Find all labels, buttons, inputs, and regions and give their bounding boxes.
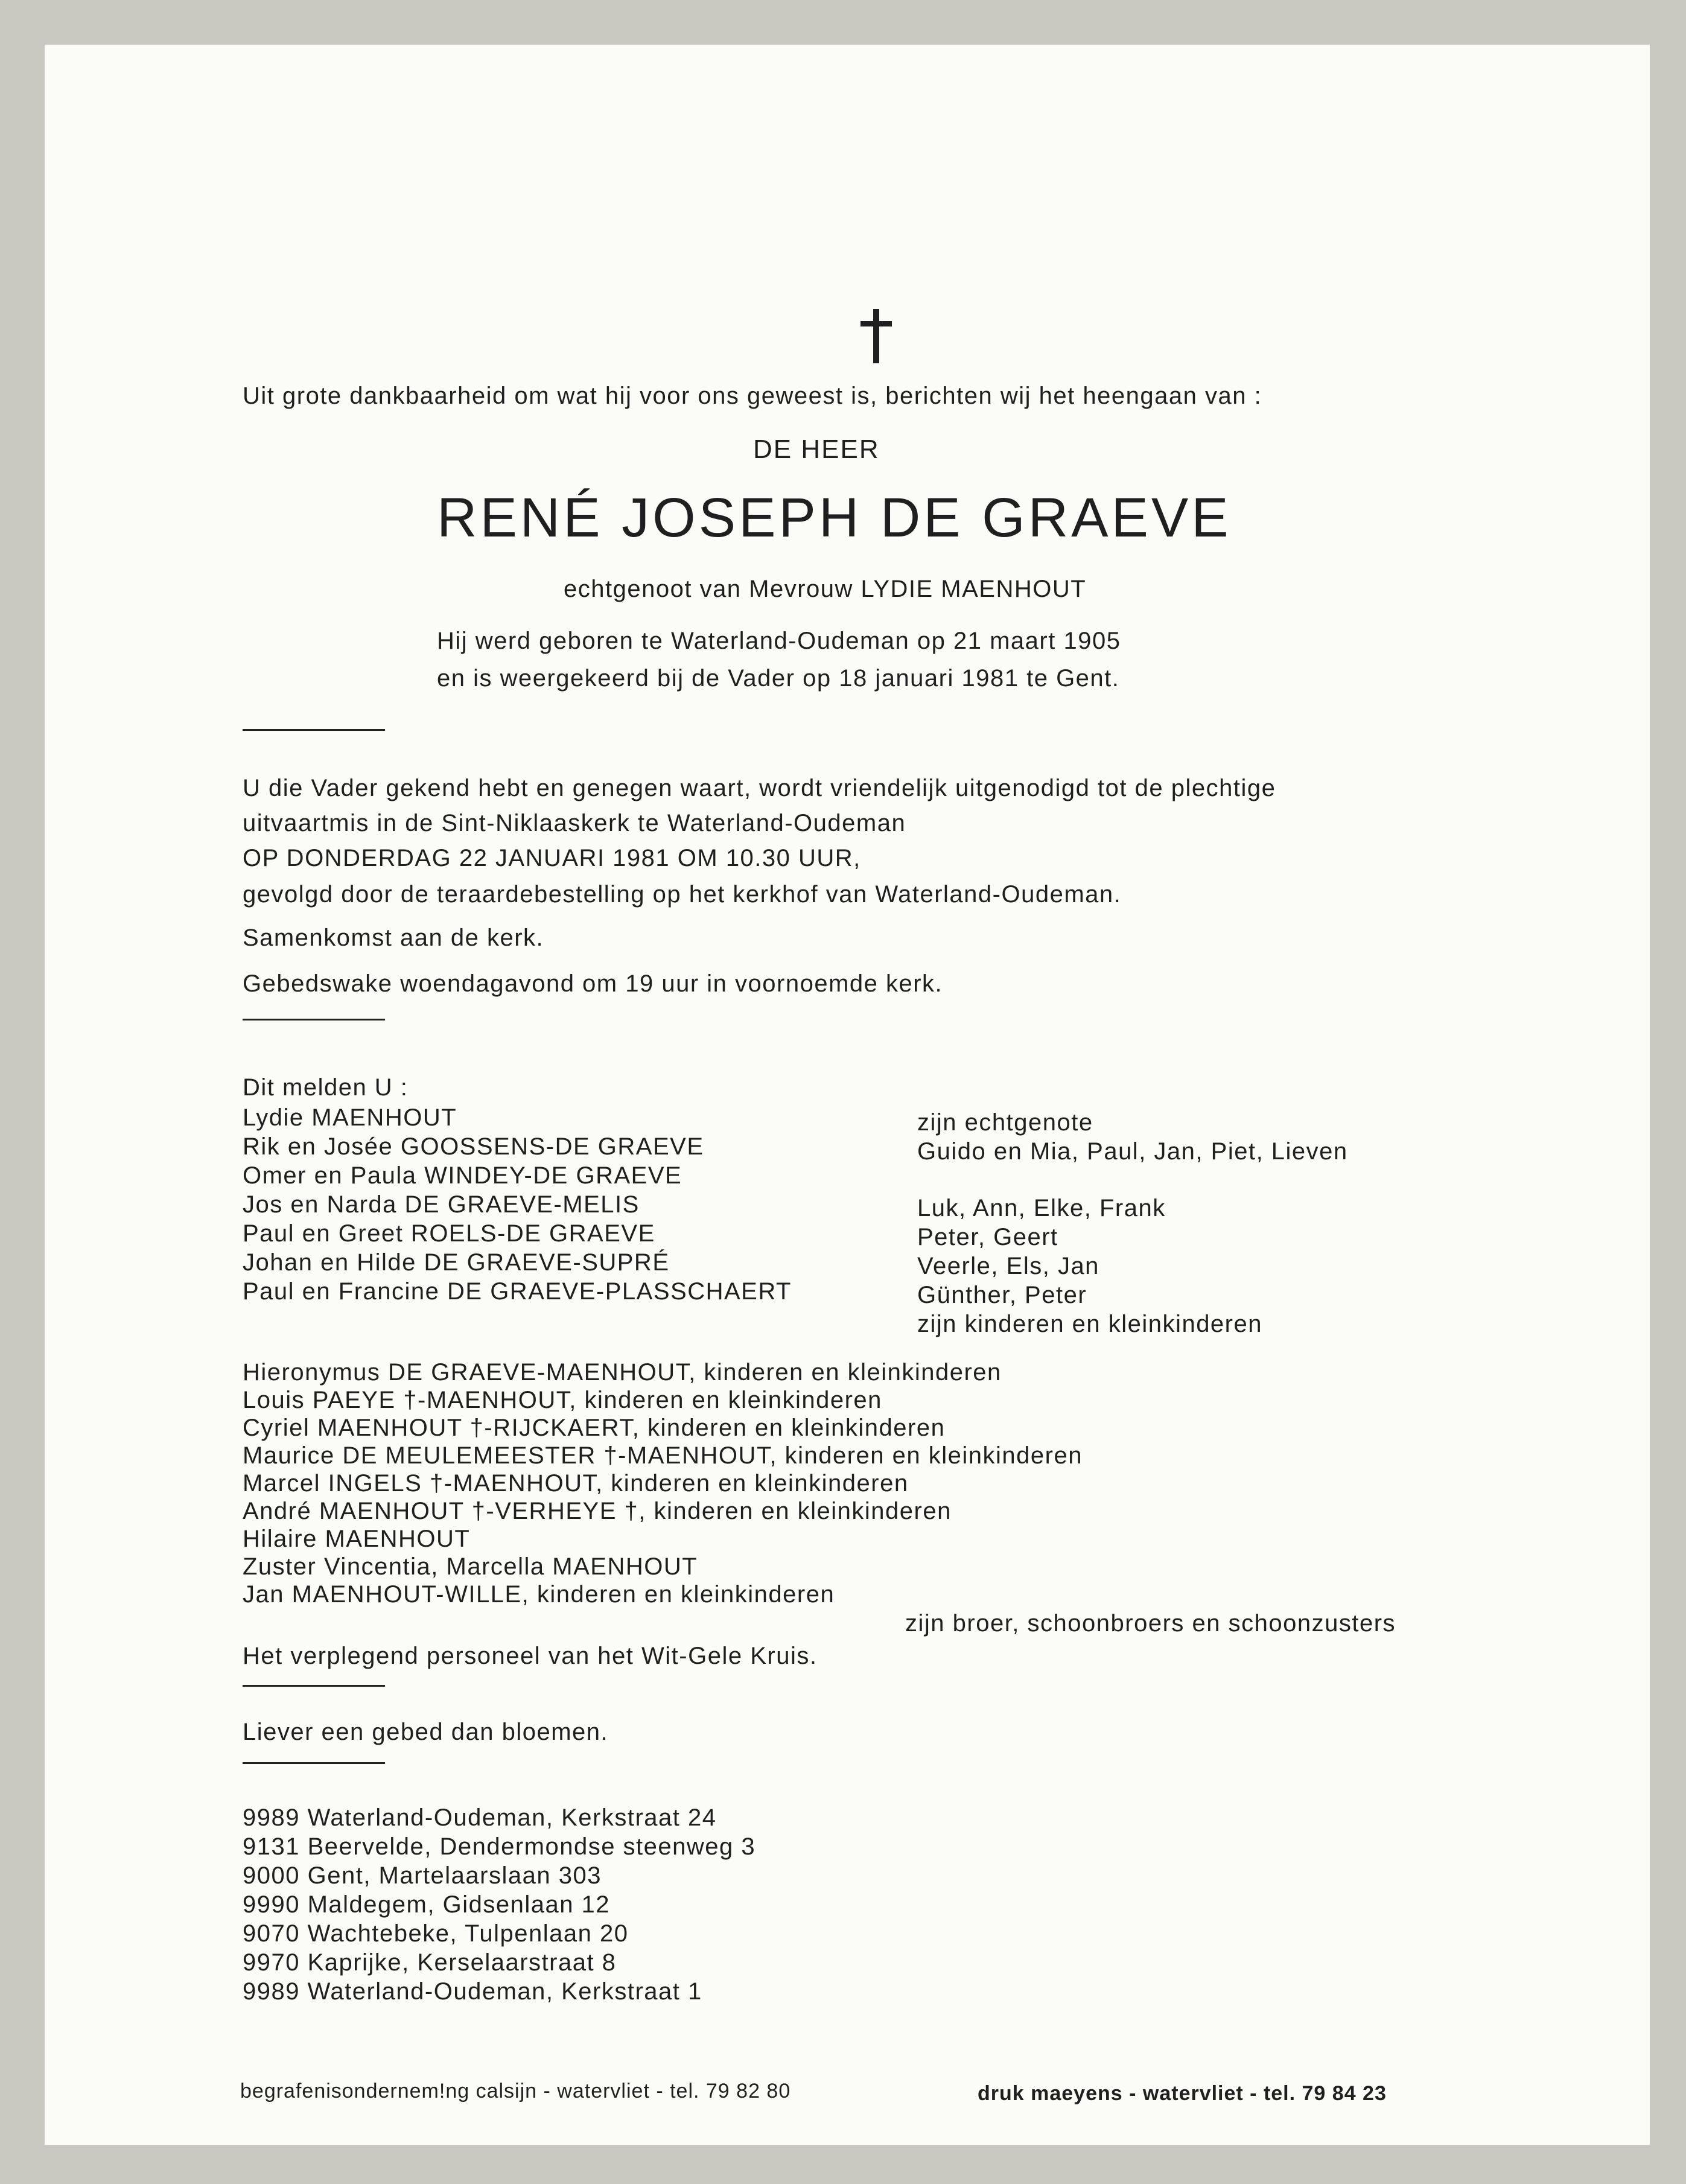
divider bbox=[243, 1685, 385, 1687]
siblings-role: zijn broer, schoonbroers en schoonzusters bbox=[905, 1610, 1396, 1637]
list-item: Marcel INGELS †-MAENHOUT, kinderen en kleinkinderen bbox=[243, 1470, 909, 1497]
list-item: 9070 Wachtebeke, Tulpenlaan 20 bbox=[243, 1920, 629, 1947]
list-item: 9990 Maldegem, Gidsenlaan 12 bbox=[243, 1891, 611, 1918]
list-item: zijn kinderen en kleinkinderen bbox=[917, 1311, 1262, 1337]
list-item: 9989 Waterland-Oudeman, Kerkstraat 24 bbox=[243, 1804, 717, 1831]
family-intro: Dit melden U : bbox=[243, 1074, 409, 1101]
list-item: 9000 Gent, Martelaarslaan 303 bbox=[243, 1862, 602, 1889]
list-item: 9989 Waterland-Oudeman, Kerkstraat 1 bbox=[243, 1978, 702, 2005]
divider bbox=[243, 1762, 385, 1764]
death-line: en is weergekeerd bij de Vader op 18 januari 1981 te Gent. bbox=[437, 665, 1120, 692]
divider bbox=[243, 729, 385, 731]
list-item: zijn echtgenote bbox=[917, 1109, 1093, 1136]
list-item: Omer en Paula WINDEY-DE GRAEVE bbox=[243, 1162, 682, 1189]
flowers-note: Liever een gebed dan bloemen. bbox=[243, 1719, 609, 1745]
undertaker-imprint: begrafenisondernem!ng calsijn - watervliet - tel. 79 82 80 bbox=[240, 2080, 791, 2103]
list-item: Jan MAENHOUT-WILLE, kinderen en kleinkinderen bbox=[243, 1581, 835, 1608]
intro-text: Uit grote dankbaarheid om wat hij voor ons geweest is, berichten wij het heengaan van : bbox=[243, 383, 1262, 409]
list-item: Johan en Hilde DE GRAEVE-SUPRÉ bbox=[243, 1249, 670, 1276]
funeral-line: Samenkomst aan de kerk. bbox=[243, 925, 544, 951]
deceased-name: RENÉ JOSEPH DE GRAEVE bbox=[437, 487, 1232, 549]
birth-line: Hij werd geboren te Waterland-Oudeman op 21 maart 1905 bbox=[437, 628, 1121, 654]
list-item: 9131 Beervelde, Dendermondse steenweg 3 bbox=[243, 1833, 756, 1860]
memorial-card bbox=[45, 45, 1650, 2145]
honorific: DE HEER bbox=[753, 435, 880, 464]
list-item: Jos en Narda DE GRAEVE-MELIS bbox=[243, 1191, 640, 1218]
funeral-line: OP DONDERDAG 22 JANUARI 1981 OM 10.30 UUR, bbox=[243, 845, 861, 871]
printer-imprint: druk maeyens - watervliet - tel. 79 84 23 bbox=[978, 2082, 1387, 2105]
list-item: Luk, Ann, Elke, Frank bbox=[917, 1195, 1166, 1221]
list-item: 9970 Kaprijke, Kerselaarstraat 8 bbox=[243, 1949, 617, 1976]
list-item: Peter, Geert bbox=[917, 1224, 1058, 1250]
cross-icon bbox=[860, 309, 892, 363]
funeral-line: Gebedswake woendagavond om 19 uur in voornoemde kerk. bbox=[243, 970, 943, 997]
list-item: Louis PAEYE †-MAENHOUT, kinderen en kleinkinderen bbox=[243, 1387, 882, 1413]
funeral-line: gevolgd door de teraardebestelling op het kerkhof van Waterland-Oudeman. bbox=[243, 881, 1122, 908]
spouse-line: echtgenoot van Mevrouw LYDIE MAENHOUT bbox=[564, 576, 1087, 602]
list-item: Veerle, Els, Jan bbox=[917, 1253, 1099, 1279]
list-item: Zuster Vincentia, Marcella MAENHOUT bbox=[243, 1553, 698, 1580]
list-item: Günther, Peter bbox=[917, 1282, 1087, 1308]
list-item: Cyriel MAENHOUT †-RIJCKAERT, kinderen en kleinkinderen bbox=[243, 1415, 946, 1441]
list-item: Lydie MAENHOUT bbox=[243, 1104, 457, 1131]
list-item: Guido en Mia, Paul, Jan, Piet, Lieven bbox=[917, 1138, 1348, 1165]
list-item: André MAENHOUT †-VERHEYE †, kinderen en kleinkinderen bbox=[243, 1498, 952, 1524]
list-item: Maurice DE MEULEMEESTER †-MAENHOUT, kinderen en kleinkinderen bbox=[243, 1442, 1083, 1469]
list-item: Rik en Josée GOOSSENS-DE GRAEVE bbox=[243, 1133, 704, 1160]
nursing-thanks: Het verplegend personeel van het Wit-Gele Kruis. bbox=[243, 1643, 818, 1669]
list-item: Paul en Francine DE GRAEVE-PLASSCHAERT bbox=[243, 1278, 792, 1305]
list-item: Hieronymus DE GRAEVE-MAENHOUT, kinderen en kleinkinderen bbox=[243, 1359, 1002, 1386]
funeral-line: U die Vader gekend hebt en genegen waart, wordt vriendelijk uitgenodigd tot de plechtige bbox=[243, 775, 1276, 801]
list-item: Hilaire MAENHOUT bbox=[243, 1526, 471, 1552]
divider bbox=[243, 1019, 385, 1020]
funeral-line: uitvaartmis in de Sint-Niklaaskerk te Waterland-Oudeman bbox=[243, 810, 906, 836]
list-item: Paul en Greet ROELS-DE GRAEVE bbox=[243, 1220, 655, 1247]
